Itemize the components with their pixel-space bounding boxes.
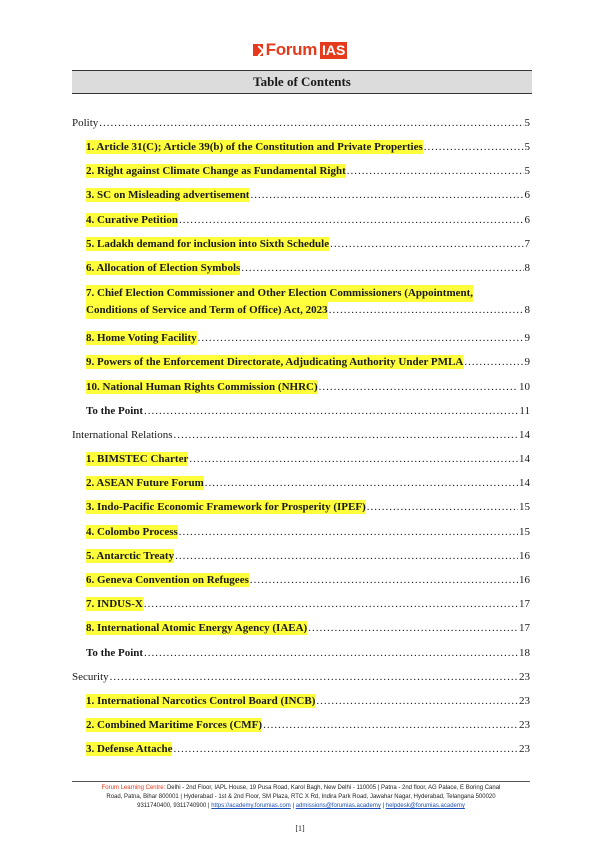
toc-entry[interactable] [86, 500, 530, 514]
toc-page-number: 9 [524, 356, 530, 369]
toc-entry-title: To the Point [86, 404, 144, 417]
toc-entry[interactable] [86, 164, 530, 178]
toc-entry-title: 4. Curative Petition [86, 213, 178, 226]
toc-dot-leader [144, 646, 518, 660]
toc-dot-leader [464, 355, 523, 369]
toc-dot-leader [316, 694, 518, 708]
toc-page-number: 17 [519, 598, 530, 611]
toc-entry-title: 7. Chief Election Commissioner and Other Election Commissioners (Appointment, [86, 285, 473, 302]
toc-dot-leader [319, 380, 518, 394]
toc-page-number: 9 [524, 332, 530, 345]
footer-link-academy[interactable]: https://academy.forumias.com [211, 803, 291, 809]
footer-label: Forum Learning Centre: [101, 785, 166, 791]
toc-entry-title: Conditions of Service and Term of Office) Act, 2023 [86, 302, 328, 319]
page-number: [1] [295, 824, 305, 833]
toc-dot-leader [144, 404, 518, 418]
toc-page-number: 14 [519, 453, 530, 465]
toc-entry-title: International Relations [72, 429, 173, 441]
footer-divider [72, 781, 530, 782]
toc-dot-leader [174, 428, 519, 442]
footer [72, 784, 530, 811]
toc-entry[interactable] [86, 476, 530, 490]
toc-dot-leader [250, 188, 523, 202]
toc-entry[interactable] [86, 380, 530, 394]
toc-dot-leader [189, 452, 518, 466]
toc-page-number: 14 [519, 429, 530, 441]
toc-entry[interactable] [86, 525, 530, 539]
toc-page-number: 5 [524, 141, 530, 153]
toc-entry[interactable] [86, 237, 530, 251]
toc-dot-leader [424, 140, 524, 154]
toc-section-entry[interactable] [72, 428, 530, 442]
toc-page-number: 23 [519, 743, 530, 756]
toc-entry-title: 4. Colombo Process [86, 525, 178, 538]
toc-dot-leader [179, 525, 518, 539]
toc-entry-title: 5. Antarctic Treaty [86, 549, 175, 562]
toc-entry[interactable] [86, 646, 530, 660]
toc-entry-title: 1. BIMSTEC Charter [86, 453, 189, 465]
toc-page-number: 14 [519, 477, 530, 490]
toc-entry[interactable] [86, 331, 530, 345]
toc-page-number: 7 [524, 237, 530, 250]
toc-dot-leader [250, 573, 518, 587]
footer-separator: | [382, 803, 385, 809]
toc-entry-title: 10. National Human Rights Commission (NHRC) [86, 380, 318, 393]
toc-entry[interactable] [86, 718, 530, 732]
toc-dot-leader [173, 742, 518, 756]
toc-page-number: 16 [519, 574, 530, 586]
toc-entry-title: 6. Geneva Convention on Refugees [86, 574, 249, 586]
toc-entry-title: 1. Article 31(C); Article 39(b) of the Constitution and Private Properties [86, 141, 423, 153]
toc-entry-title: Security [72, 670, 109, 683]
toc-page-number: 18 [519, 646, 530, 659]
toc-entry-title: 1. International Narcotics Control Board (INCB) [86, 694, 316, 707]
toc-section-entry[interactable] [72, 670, 530, 684]
toc-entry-title: 2. ASEAN Future Forum [86, 477, 204, 490]
toc-page-number: 23 [519, 719, 530, 731]
toc-entry-title: 9. Powers of the Enforcement Directorate, Adjudicating Authority Under PMLA [86, 356, 464, 369]
toc-page-number: 15 [519, 501, 530, 514]
toc-entry-title: 8. International Atomic Energy Agency (IAEA) [86, 622, 308, 635]
toc-page-number: 17 [519, 622, 530, 635]
toc-entry[interactable] [86, 188, 530, 202]
toc-entry[interactable] [86, 404, 530, 418]
toc-dot-leader [198, 331, 524, 345]
toc-dot-leader [367, 500, 518, 514]
toc-entry-title: 6. Allocation of Election Symbols [86, 262, 241, 274]
toc-dot-leader [175, 549, 518, 563]
toc-entry[interactable] [86, 549, 530, 563]
toc-entry-title: 3. Indo-Pacific Economic Framework for Prosperity (IPEF) [86, 501, 366, 514]
toc-page-number: 23 [519, 670, 530, 683]
toc-dot-leader [99, 116, 523, 130]
page-title: Table of Contents [72, 70, 532, 94]
toc-page-number: 8 [524, 262, 530, 274]
footer-separator: | [292, 803, 295, 809]
toc-page-number: 16 [519, 549, 530, 562]
toc-page-number: 10 [519, 380, 530, 393]
toc-entry-title: 8. Home Voting Facility [86, 332, 197, 345]
toc-dot-leader [241, 261, 523, 275]
toc-page-number: 6 [524, 189, 530, 202]
toc-page-number: 5 [524, 117, 530, 129]
toc-entry-title: 7. INDUS-X [86, 598, 143, 611]
toc-dot-leader [308, 621, 518, 635]
toc-entry[interactable] [86, 261, 530, 275]
toc-entry-title: 3. Defense Attache [86, 743, 173, 756]
toc-entry[interactable] [86, 140, 530, 154]
toc-page-number: 15 [519, 525, 530, 538]
toc-entry-title: 5. Ladakh demand for inclusion into Sixth Schedule [86, 237, 330, 250]
toc-dot-leader [330, 237, 523, 251]
toc-entry[interactable] [86, 213, 530, 227]
toc-section-entry[interactable] [72, 116, 530, 130]
toc-entry-title: 2. Right against Climate Change as Fundamental Right [86, 165, 346, 178]
toc-dot-leader [144, 597, 518, 611]
toc-entry[interactable] [86, 285, 530, 319]
toc-dot-leader [205, 476, 518, 490]
toc-entry[interactable] [86, 573, 530, 587]
toc-dot-leader [347, 164, 524, 178]
logo-arrow-icon [253, 44, 263, 56]
logo-box-text: IAS [322, 41, 346, 58]
footer-address-line2: Road, Patna, Bihar 800001 | Hyderabad - 1st & 2nd Floor, SM Plaza, RTC X Rd, Indira Park Road, Jawahar Nagar, Hyderabad, Telangana 500020 [106, 794, 496, 800]
footer-phones: 9311740400, 9311740900 [137, 803, 207, 809]
toc-page-number: 6 [524, 213, 530, 226]
toc-entry[interactable] [86, 742, 530, 756]
toc-entry-title: To the Point [86, 646, 144, 659]
footer-separator: | [207, 803, 210, 809]
toc-entry[interactable] [86, 597, 530, 611]
toc-entry-title: Polity [72, 117, 99, 129]
toc-page-number: 11 [519, 404, 530, 417]
toc-entry-title: 3. SC on Misleading advertisement [86, 189, 250, 202]
toc-dot-leader [179, 213, 524, 227]
toc-page-number: 23 [519, 694, 530, 707]
toc-dot-leader [329, 302, 524, 319]
logo-text: Forum [265, 40, 318, 59]
toc-entry[interactable] [86, 621, 530, 635]
forumias-logo [0, 40, 600, 61]
footer-address-line1: Delhi - 2nd Floor, IAPL House, 19 Pusa Road, Karol Bagh, New Delhi - 110005 | Patna - 2nd floor, AG Palace, E Boring Canal [166, 785, 501, 791]
toc-entry[interactable] [86, 355, 530, 369]
toc-dot-leader [110, 670, 518, 684]
footer-link-helpdesk[interactable]: helpdesk@forumias.academy [385, 803, 465, 809]
toc-entry[interactable] [86, 694, 530, 708]
toc-page-number: 5 [524, 165, 530, 178]
toc-dot-leader [263, 718, 518, 732]
toc-entry[interactable] [86, 452, 530, 466]
footer-link-admissions[interactable]: admissions@forumias.academy [295, 803, 381, 809]
toc-entry-title: 2. Combined Maritime Forces (CMF) [86, 719, 263, 731]
toc-page-number: 8 [524, 304, 530, 317]
